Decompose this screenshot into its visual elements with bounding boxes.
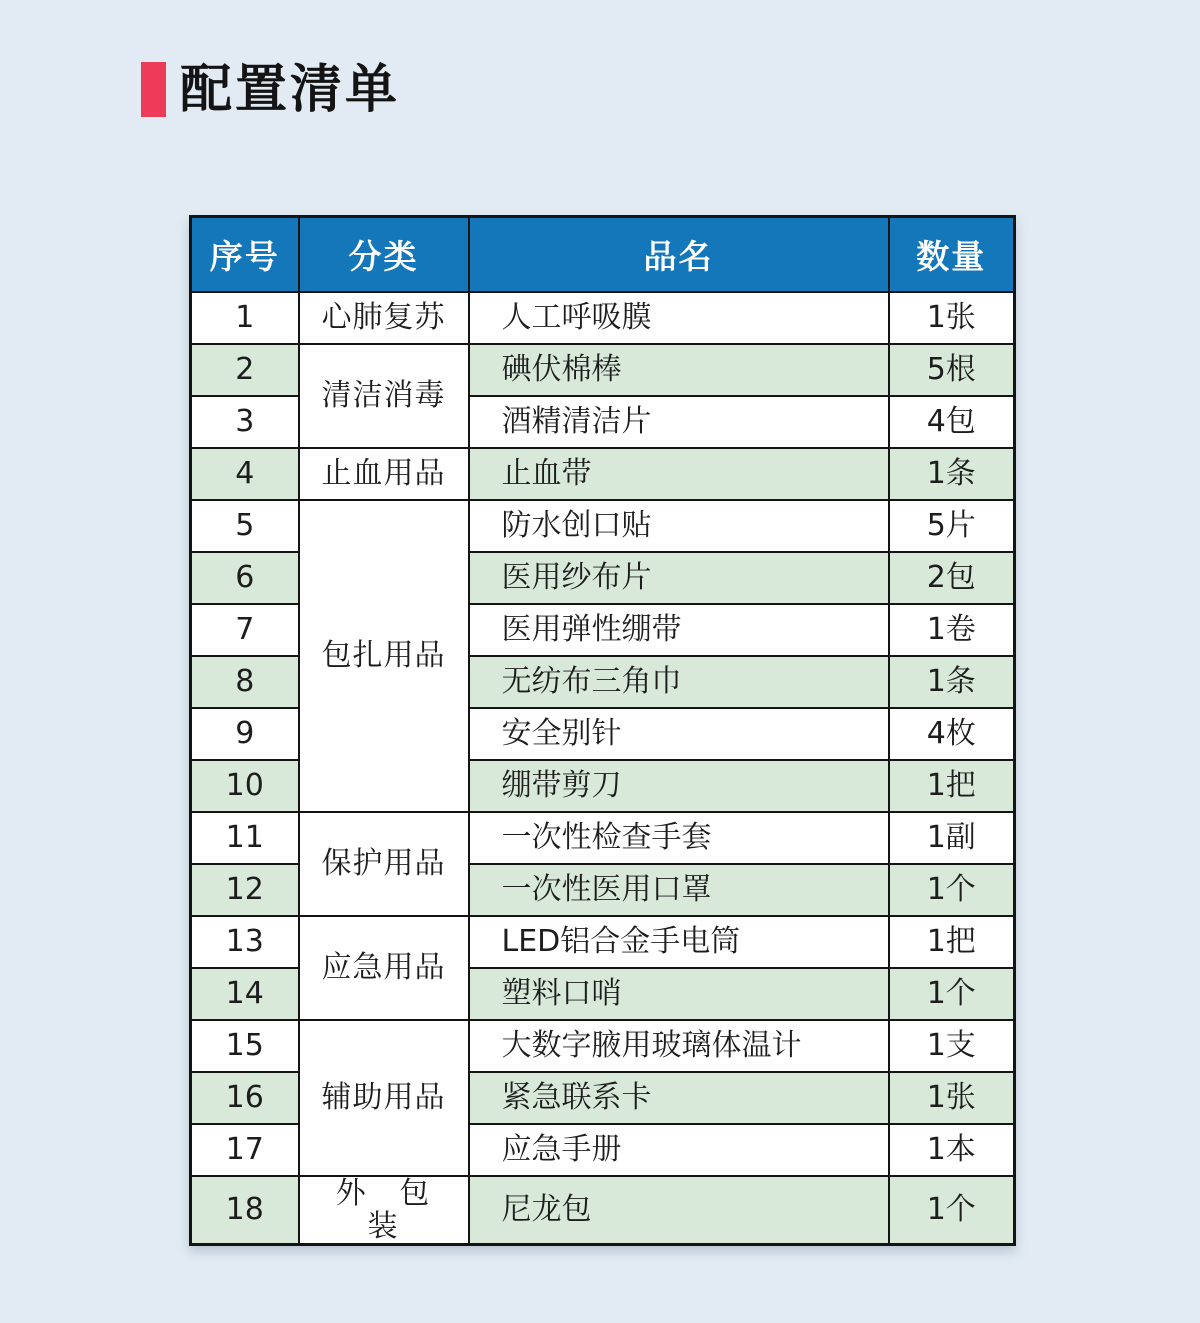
item-name: 安全别针 bbox=[469, 708, 889, 760]
item-name: 碘伏棉棒 bbox=[469, 344, 889, 396]
title-accent-bar bbox=[141, 62, 166, 117]
header-name: 品名 bbox=[469, 217, 889, 292]
table-row bbox=[191, 500, 1015, 552]
item-name: 尼龙包 bbox=[469, 1176, 889, 1245]
category-cell: 心肺复苏 bbox=[299, 292, 469, 344]
item-name: 塑料口哨 bbox=[469, 968, 889, 1020]
item-name: 医用弹性绷带 bbox=[469, 604, 889, 656]
table-header-row bbox=[191, 217, 1015, 292]
item-name: LED铝合金手电筒 bbox=[469, 916, 889, 968]
item-name: 人工呼吸膜 bbox=[469, 292, 889, 344]
row-no: 13 bbox=[191, 916, 299, 968]
item-qty: 1支 bbox=[889, 1020, 1015, 1072]
item-name: 一次性医用口罩 bbox=[469, 864, 889, 916]
category-cell: 辅助用品 bbox=[299, 1020, 469, 1176]
category-cell: 应急用品 bbox=[299, 916, 469, 1020]
table-row bbox=[191, 1020, 1015, 1072]
row-no: 8 bbox=[191, 656, 299, 708]
row-no: 12 bbox=[191, 864, 299, 916]
row-no: 4 bbox=[191, 448, 299, 500]
item-qty: 5根 bbox=[889, 344, 1015, 396]
row-no: 16 bbox=[191, 1072, 299, 1124]
row-no: 10 bbox=[191, 760, 299, 812]
table-row bbox=[191, 448, 1015, 500]
row-no: 18 bbox=[191, 1176, 299, 1245]
item-name: 大数字腋用玻璃体温计 bbox=[469, 1020, 889, 1072]
category-cell: 外 包 装 bbox=[299, 1176, 469, 1245]
page-title-block bbox=[141, 59, 401, 120]
category-cell: 保护用品 bbox=[299, 812, 469, 916]
header-no: 序号 bbox=[191, 217, 299, 292]
row-no: 9 bbox=[191, 708, 299, 760]
item-qty: 1把 bbox=[889, 760, 1015, 812]
header-category: 分类 bbox=[299, 217, 469, 292]
row-no: 17 bbox=[191, 1124, 299, 1176]
item-name: 紧急联系卡 bbox=[469, 1072, 889, 1124]
page-title: 配置清单 bbox=[180, 59, 401, 120]
item-name: 无纺布三角巾 bbox=[469, 656, 889, 708]
item-name: 防水创口贴 bbox=[469, 500, 889, 552]
row-no: 2 bbox=[191, 344, 299, 396]
item-qty: 1条 bbox=[889, 448, 1015, 500]
item-qty: 1本 bbox=[889, 1124, 1015, 1176]
table-row bbox=[191, 916, 1015, 968]
row-no: 7 bbox=[191, 604, 299, 656]
item-name: 医用纱布片 bbox=[469, 552, 889, 604]
item-qty: 1副 bbox=[889, 812, 1015, 864]
item-name: 应急手册 bbox=[469, 1124, 889, 1176]
item-name: 酒精清洁片 bbox=[469, 396, 889, 448]
item-qty: 1张 bbox=[889, 1072, 1015, 1124]
item-name: 一次性检查手套 bbox=[469, 812, 889, 864]
item-qty: 5片 bbox=[889, 500, 1015, 552]
item-qty: 1个 bbox=[889, 1176, 1015, 1245]
item-qty: 1张 bbox=[889, 292, 1015, 344]
row-no: 6 bbox=[191, 552, 299, 604]
item-qty: 1条 bbox=[889, 656, 1015, 708]
item-qty: 1个 bbox=[889, 864, 1015, 916]
table-row bbox=[191, 812, 1015, 864]
row-no: 11 bbox=[191, 812, 299, 864]
row-no: 1 bbox=[191, 292, 299, 344]
item-name: 止血带 bbox=[469, 448, 889, 500]
item-name: 绷带剪刀 bbox=[469, 760, 889, 812]
row-no: 3 bbox=[191, 396, 299, 448]
table-row bbox=[191, 1176, 1015, 1245]
table-row bbox=[191, 344, 1015, 396]
category-cell: 清洁消毒 bbox=[299, 344, 469, 448]
item-qty: 1卷 bbox=[889, 604, 1015, 656]
row-no: 14 bbox=[191, 968, 299, 1020]
category-cell: 包扎用品 bbox=[299, 500, 469, 812]
item-qty: 2包 bbox=[889, 552, 1015, 604]
item-qty: 4枚 bbox=[889, 708, 1015, 760]
row-no: 15 bbox=[191, 1020, 299, 1072]
header-qty: 数量 bbox=[889, 217, 1015, 292]
item-qty: 1个 bbox=[889, 968, 1015, 1020]
category-cell: 止血用品 bbox=[299, 448, 469, 500]
item-qty: 1把 bbox=[889, 916, 1015, 968]
table-row bbox=[191, 292, 1015, 344]
item-qty: 4包 bbox=[889, 396, 1015, 448]
config-list-table bbox=[189, 215, 1016, 1246]
row-no: 5 bbox=[191, 500, 299, 552]
